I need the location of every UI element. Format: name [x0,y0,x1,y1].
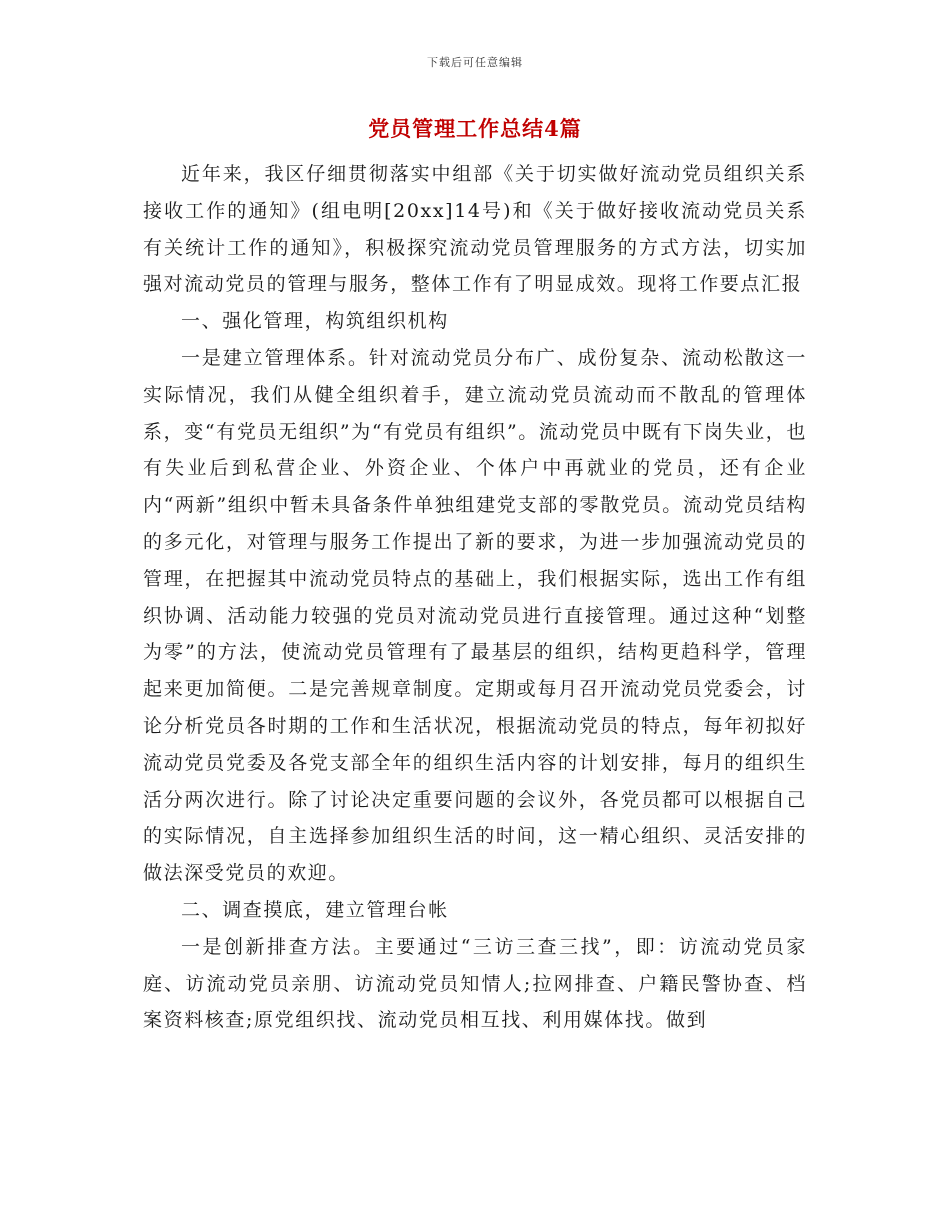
page-header: 下载后可任意编辑 [427,56,523,69]
document-title: 党员管理工作总结4篇 [368,116,582,141]
paragraph-section-1: 一是建立管理体系。针对流动党员分布广、成份复杂、流动松散这一实际情况，我们从健全组织着手，建立流动党员流动而不散乱的管理体系，变“有党员无组织”为“有党员有组织”。流动党员中既有下岗失业，也有失业后到私营企业、外资企业、个体户中再就业的党员，还有企业内“两新”组织中暂未具备条件单独组建党支部的零散党员。流动党员结构的多元化，对管理与服务工作提出了新的要求，为进一步加强流动党员的管理，在把握其中流动党员特点的基础上，我们根据实际，选出工作有组织协调、活动能力较强的党员对流动党员进行直接管理。通过这种“划整为零”的方法，使流动党员管理有了最基层的组织，结构更趋科学，管理起来更加简便。二是完善规章制度。定期或每月召开流动党员党委会，讨论分析党员各时期的工作和生活状况，根据流动党员的特点，每年初拟好流动党员党委及各党支部全年的组织生活内容的计划安排，每月的组织生活分两次进行。除了讨论决定重要问题的会议外，各党员都可以根据自己的实际情况，自主选择参加组织生活的时间，这一精心组织、灵活安排的做法深受党员的欢迎。 [143,346,807,885]
paragraph-section-2: 一是创新排查方法。主要通过“三访三查三找”，即：访流动党员家庭、访流动党员亲朋、访流动党员知情人;拉网排查、户籍民警协查、档案资料核查;原党组织找、流动党员相互找、利用媒体找。做到 [143,935,807,1032]
section-heading-2: 二、调查摸底，建立管理台帐 [181,898,449,921]
section-heading-1: 一、强化管理，构筑组织机构 [181,310,449,333]
document-body [143,156,807,1039]
paragraph-intro: 近年来，我区仔细贯彻落实中组部《关于切实做好流动党员组织关系接收工作的通知》(组电明[20xx]14号)和《关于做好接收流动党员关系有关统计工作的通知》，积极探究流动党员管理服务的方式方法，切实加强对流动党员的管理与服务，整体工作有了明显成效。现将工作要点汇报 [143,163,807,296]
